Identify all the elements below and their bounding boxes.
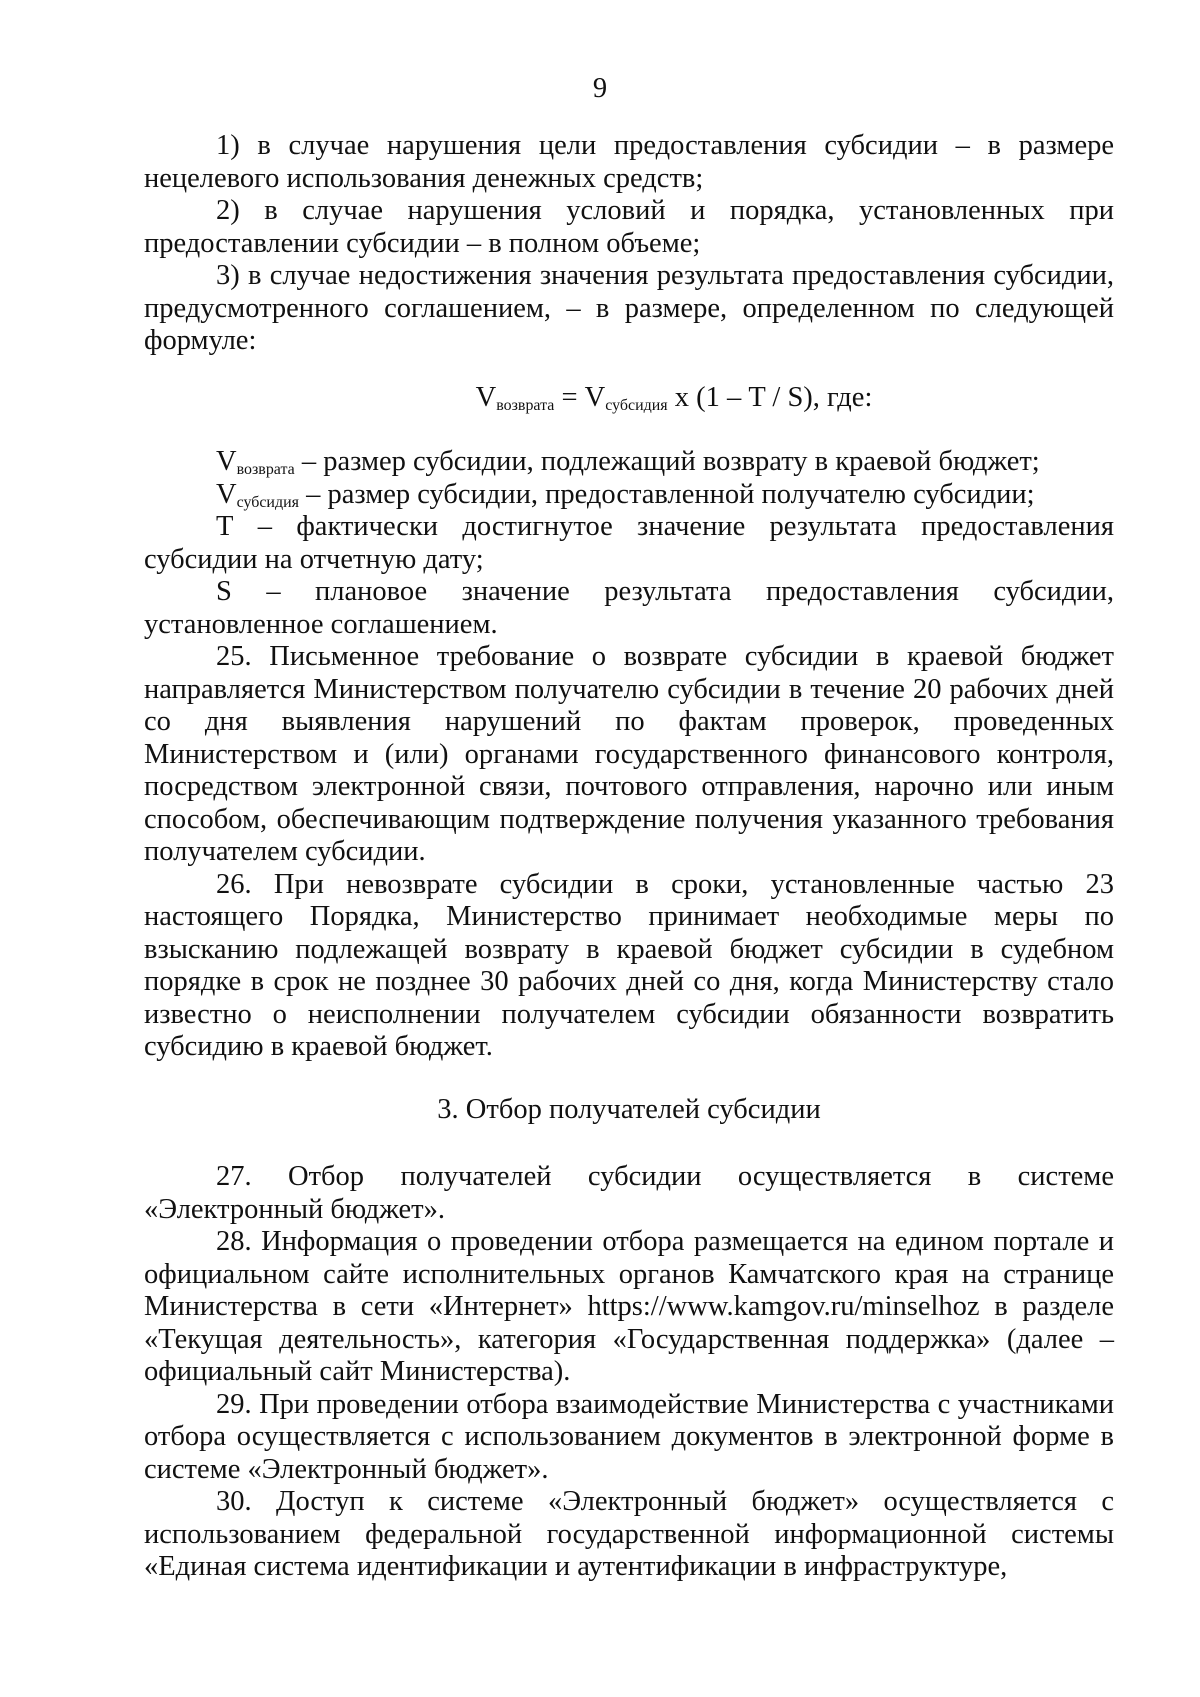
document-body [144, 130, 1114, 1584]
paragraph-item-3: 3) в случае недостижения значения результата предоставления субсидии, предусмотренного соглашением, – в размере, определенном по следующей формуле: [144, 260, 1114, 356]
definition-s: S – плановое значение результата предоставления субсидии, установленное соглашением. [144, 576, 1114, 640]
definition-v-subsidy-sub: субсидия [236, 493, 299, 511]
definition-t: T – фактически достигнутое значение результата предоставления субсидии на отчетную дату; [144, 511, 1114, 575]
definition-v-subsidy-symbol: V [216, 478, 237, 510]
paragraph-item-29: 29. При проведении отбора взаимодействие Министерства с участниками отбора осуществляется с использованием документов в электронной форме в системе «Электронный бюджет». [144, 1388, 1114, 1485]
definition-v-return-text: – размер субсидии, подлежащий возврату в краевой бюджет; [294, 446, 1040, 477]
definition-v-return [144, 446, 1114, 479]
page-number: 9 [592, 73, 608, 104]
definition-v-subsidy [144, 479, 1114, 512]
paragraph-item-25: 25. Письменное требование о возврате субсидии в краевой бюджет направляется Министерством получателю субсидии в течение 20 рабочих дней со дня выявления нарушений по фактам проверок, проведенных Министерством и (или) органами государственного финансового контроля, посредством электронной связи, почтового отправления, нарочно или иным способом, обеспечивающим подтверждение получения указанного требования получателем субсидии. [144, 641, 1114, 867]
formula-sub-return: возврата [496, 396, 555, 414]
definition-v-subsidy-text: – размер субсидии, предоставленной получателю субсидии; [298, 478, 1035, 510]
section-heading: 3. Отбор получателей субсидии [437, 1093, 821, 1125]
paragraph-item-27: 27. Отбор получателей субсидии осуществляется в системе «Электронный бюджет». [144, 1161, 1114, 1225]
definition-v-return-symbol: V [216, 446, 237, 477]
paragraph-item-30: 30. Доступ к системе «Электронный бюджет» осуществляется с использованием федеральной государственной информационной системы «Единая система идентификации и аутентификации в инфраструктуре, [144, 1486, 1114, 1582]
formula-rest: х (1 – T / S), где: [667, 381, 873, 413]
definition-v-return-sub: возврата [236, 460, 295, 478]
paragraph-item-2: 2) в случае нарушения условий и порядка, установленных при предоставлении субсидии – в полном объеме; [144, 195, 1114, 259]
return-formula [144, 382, 1114, 415]
formula-symbol-v2: V [584, 381, 606, 413]
paragraph-item-28: 28. Информация о проведении отбора размещается на едином портале и официальном сайте исполнительных органов Камчатского края на странице Министерства в сети «Интернет» https://www.kamgov.ru/minselhoz в разделе «Текущая деятельность», категория «Государственная поддержка» (далее – официальный сайт Министерства). [144, 1226, 1114, 1387]
formula-equals: = [554, 381, 585, 413]
paragraph-item-1: 1) в случае нарушения цели предоставления субсидии – в размере нецелевого использования денежных средств; [144, 130, 1114, 194]
formula-sub-subsidy: субсидия [605, 396, 668, 414]
paragraph-item-26: 26. При невозврате субсидии в сроки, установленные частью 23 настоящего Порядка, Министерство принимает необходимые меры по взысканию подлежащей возврату в краевой бюджет субсидии в судебном порядке в срок не позднее 30 рабочих дней со дня, когда Министерству стало известно о неисполнении получателем субсидии обязанности возвратить субсидию в краевой бюджет. [144, 868, 1114, 1062]
formula-symbol-v1: V [475, 381, 497, 413]
